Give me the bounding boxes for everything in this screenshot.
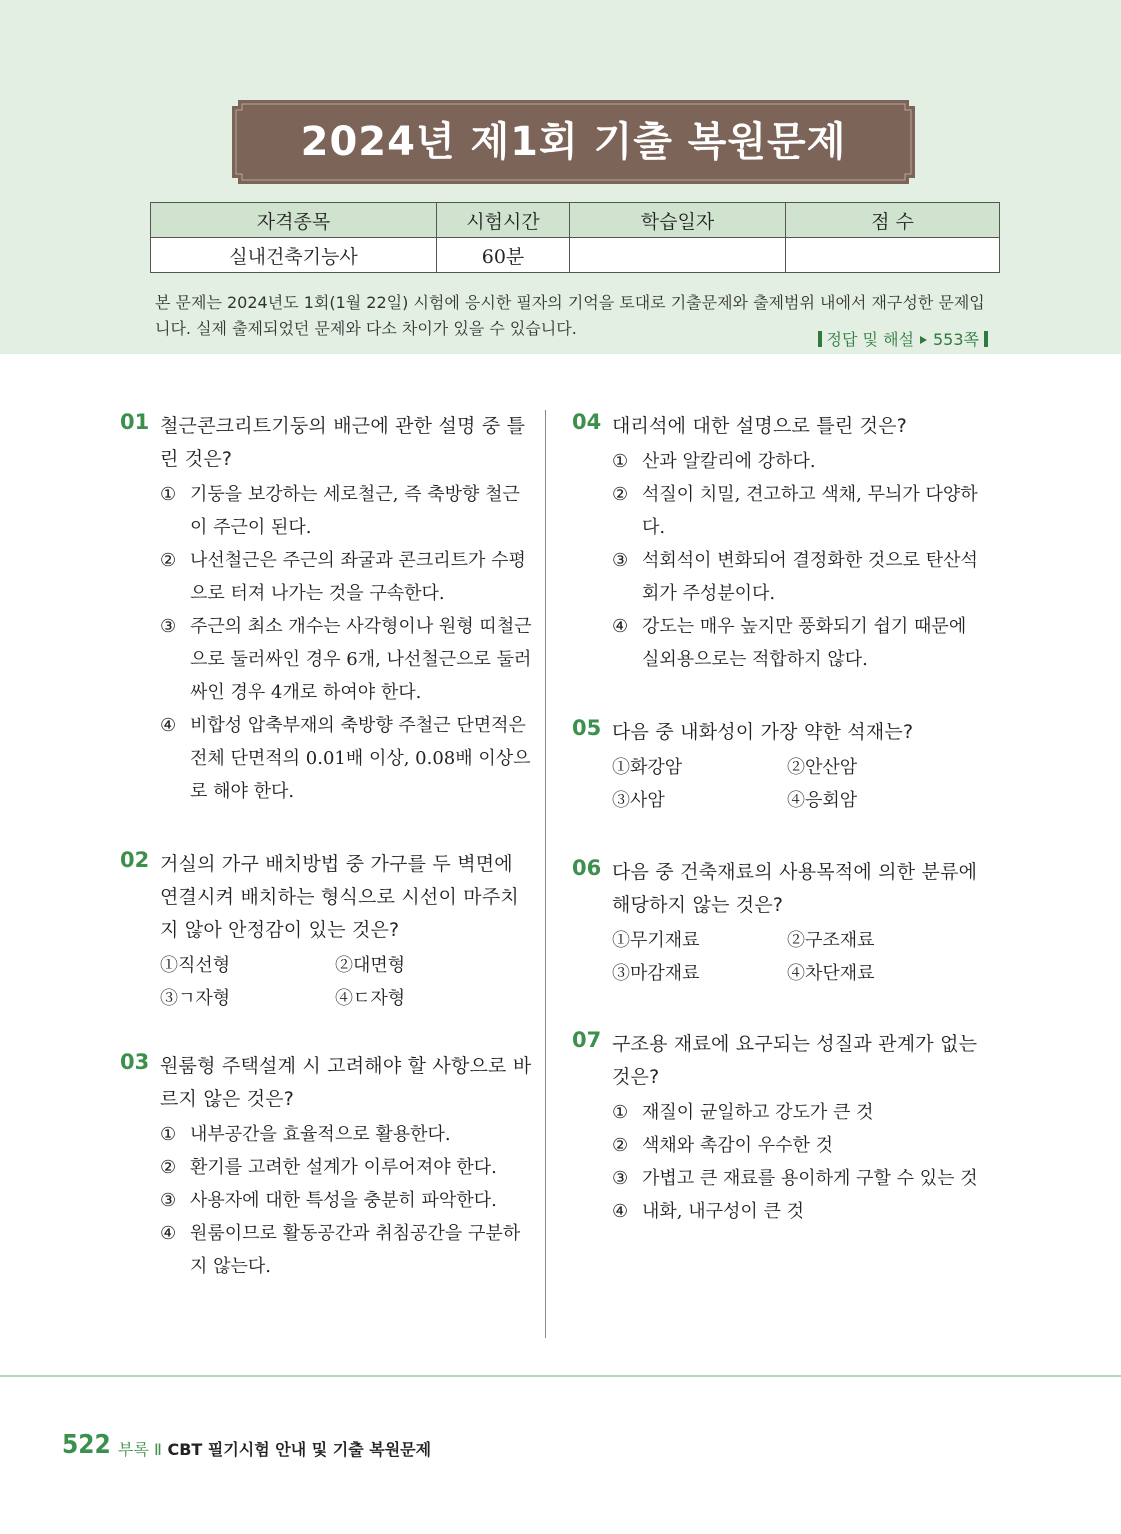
option bbox=[787, 957, 962, 990]
option-marker: ① bbox=[612, 1102, 629, 1123]
option bbox=[612, 1195, 984, 1228]
option-marker: ① bbox=[160, 1124, 177, 1145]
info-header: 시험시간 bbox=[437, 203, 570, 238]
title-banner bbox=[232, 100, 915, 184]
option-marker: ③ bbox=[160, 616, 177, 637]
option-text: 무기재료 bbox=[630, 930, 700, 951]
info-value[interactable] bbox=[570, 238, 786, 273]
option-text: 나선철근은 주근의 좌굴과 콘크리트가 수평으로 터져 나가는 것을 구속한다. bbox=[190, 550, 526, 604]
option bbox=[612, 1096, 984, 1129]
question-text: 구조용 재료에 요구되는 성질과 관계가 없는 것은? bbox=[612, 1033, 978, 1088]
option-text: 화강암 bbox=[630, 757, 683, 778]
info-value: 60분 bbox=[437, 238, 570, 273]
option-text: ㄷ자형 bbox=[353, 988, 406, 1009]
option-marker: ④ bbox=[612, 1201, 629, 1222]
answer-reference bbox=[813, 327, 993, 350]
option-text: 환기를 고려한 설계가 이루어져야 한다. bbox=[190, 1157, 497, 1178]
info-table-value-row bbox=[151, 238, 1000, 273]
question-text: 다음 중 건축재료의 사용목적에 의한 분류에 해당하지 않는 것은? bbox=[612, 861, 978, 916]
option-text: 마감재료 bbox=[630, 963, 700, 984]
option bbox=[160, 982, 335, 1015]
question-number: 04 bbox=[572, 410, 602, 434]
options-list bbox=[160, 1118, 532, 1283]
option-marker: ① bbox=[612, 451, 629, 472]
option-marker: ③ bbox=[160, 1190, 177, 1211]
option bbox=[612, 784, 787, 817]
info-header: 자격종목 bbox=[151, 203, 437, 238]
option-text: 사암 bbox=[630, 790, 665, 811]
option bbox=[160, 610, 532, 709]
options-grid bbox=[160, 949, 532, 1015]
question-01 bbox=[120, 410, 532, 808]
option-text: 대면형 bbox=[353, 955, 406, 976]
option-marker: ③ bbox=[612, 1168, 629, 1189]
option-marker: ④ bbox=[160, 715, 177, 736]
notice-text: 본 문제는 2024년도 1회(1월 22일) 시험에 응시한 필자의 기억을 토대로 기출문제와 출제범위 내에서 재구성한 문제입니다. 실제 출제되었던 문제와 다소 차이가 있을 수 있습니다. bbox=[155, 293, 985, 338]
option-marker: ② bbox=[335, 955, 353, 976]
option-text: 응회암 bbox=[805, 790, 858, 811]
options-list bbox=[160, 478, 532, 808]
question-text: 원룸형 주택설계 시 고려해야 할 사항으로 바르지 않은 것은? bbox=[160, 1055, 532, 1110]
footer-section: 부록 Ⅱ bbox=[118, 1440, 162, 1459]
option-text: 원룸이므로 활동공간과 취침공간을 구분하지 않는다. bbox=[190, 1223, 521, 1277]
option bbox=[160, 1151, 532, 1184]
option-marker: ③ bbox=[160, 988, 178, 1009]
info-header: 학습일자 bbox=[570, 203, 786, 238]
question-02 bbox=[120, 848, 532, 1015]
option-marker: ③ bbox=[612, 790, 630, 811]
option bbox=[612, 1162, 984, 1195]
question-number: 05 bbox=[572, 716, 602, 740]
option bbox=[335, 982, 510, 1015]
footer-running-title bbox=[118, 1437, 431, 1460]
question-number: 03 bbox=[120, 1050, 150, 1074]
option-text: 색채와 촉감이 우수한 것 bbox=[642, 1135, 834, 1156]
option-marker: ① bbox=[612, 757, 630, 778]
option bbox=[612, 610, 984, 676]
option-marker: ② bbox=[160, 550, 177, 571]
info-value[interactable] bbox=[786, 238, 1000, 273]
option-marker: ① bbox=[160, 955, 178, 976]
option bbox=[612, 478, 984, 544]
option bbox=[787, 784, 962, 817]
question-04 bbox=[572, 410, 984, 676]
option-text: 내부공간을 효율적으로 활용한다. bbox=[190, 1124, 451, 1145]
question-number: 07 bbox=[572, 1028, 602, 1052]
option-marker: ① bbox=[612, 930, 630, 951]
option bbox=[160, 1184, 532, 1217]
option-marker: ④ bbox=[787, 790, 805, 811]
question-text: 대리석에 대한 설명으로 틀린 것은? bbox=[612, 415, 907, 437]
option-text: 석회석이 변화되어 결정화한 것으로 탄산석회가 주성분이다. bbox=[642, 550, 978, 604]
option-marker: ③ bbox=[612, 963, 630, 984]
triangle-right-icon bbox=[920, 336, 927, 344]
option-marker: ② bbox=[612, 484, 629, 505]
options-grid bbox=[612, 751, 984, 817]
option-marker: ② bbox=[612, 1135, 629, 1156]
info-table-header-row bbox=[151, 203, 1000, 238]
option-text: 사용자에 대한 특성을 충분히 파악한다. bbox=[190, 1190, 497, 1211]
footer-divider bbox=[0, 1375, 1121, 1377]
option-marker: ④ bbox=[160, 1223, 177, 1244]
option-text: 석질이 치밀, 견고하고 색채, 무늬가 다양하다. bbox=[642, 484, 978, 538]
options-grid bbox=[612, 924, 984, 990]
option-text: 직선형 bbox=[178, 955, 231, 976]
info-value: 실내건축기능사 bbox=[151, 238, 437, 273]
question-number: 06 bbox=[572, 856, 602, 880]
option bbox=[160, 478, 532, 544]
bar-icon bbox=[818, 331, 822, 347]
option bbox=[160, 949, 335, 982]
footer-title: CBT 필기시험 안내 및 기출 복원문제 bbox=[167, 1440, 432, 1459]
option bbox=[787, 751, 962, 784]
page-title: 2024년 제1회 기출 복원문제 bbox=[300, 119, 847, 165]
option-text: 산과 알칼리에 강하다. bbox=[642, 451, 816, 472]
option-text: 재질이 균일하고 강도가 큰 것 bbox=[642, 1102, 874, 1123]
option bbox=[160, 544, 532, 610]
option-text: 강도는 매우 높지만 풍화되기 쉽기 때문에 실외용으로는 적합하지 않다. bbox=[642, 616, 967, 670]
option bbox=[612, 924, 787, 957]
option bbox=[787, 924, 962, 957]
question-05 bbox=[572, 716, 984, 817]
option-marker: ② bbox=[787, 757, 805, 778]
options-list bbox=[612, 1096, 984, 1228]
option-text: 구조재료 bbox=[805, 930, 875, 951]
option-marker: ① bbox=[160, 484, 177, 505]
option-text: 안산암 bbox=[805, 757, 858, 778]
option bbox=[612, 1129, 984, 1162]
option-text: 기둥을 보강하는 세로철근, 즉 축방향 철근이 주근이 된다. bbox=[190, 484, 520, 538]
column-divider bbox=[545, 410, 546, 1338]
bar-icon bbox=[984, 331, 988, 347]
question-text: 철근콘크리트기둥의 배근에 관한 설명 중 틀린 것은? bbox=[160, 415, 526, 470]
info-header: 점 수 bbox=[786, 203, 1000, 238]
options-list bbox=[612, 445, 984, 676]
option bbox=[160, 1118, 532, 1151]
option bbox=[160, 1217, 532, 1283]
answer-ref-label: 정답 및 해설 bbox=[826, 330, 914, 349]
option bbox=[612, 445, 984, 478]
option bbox=[612, 957, 787, 990]
question-number: 02 bbox=[120, 848, 150, 872]
option-text: 가볍고 큰 재료를 용이하게 구할 수 있는 것 bbox=[642, 1168, 978, 1189]
option bbox=[612, 544, 984, 610]
option-marker: ② bbox=[160, 1157, 177, 1178]
option-marker: ④ bbox=[612, 616, 629, 637]
option-text: 내화, 내구성이 큰 것 bbox=[642, 1201, 804, 1222]
question-text: 다음 중 내화성이 가장 약한 석재는? bbox=[612, 721, 914, 743]
question-number: 01 bbox=[120, 410, 150, 434]
option-text: ㄱ자형 bbox=[178, 988, 231, 1009]
option-marker: ③ bbox=[612, 550, 629, 571]
question-text: 거실의 가구 배치방법 중 가구를 두 벽면에 연결시켜 배치하는 형식으로 시선이 마주치지 않아 안정감이 있는 것은? bbox=[160, 853, 519, 941]
option-marker: ④ bbox=[335, 988, 353, 1009]
question-06 bbox=[572, 856, 984, 990]
option-text: 주근의 최소 개수는 사각형이나 원형 띠철근으로 둘러싸인 경우 6개, 나선철근으로 둘러싸인 경우 4개로 하여야 한다. bbox=[190, 616, 532, 703]
option bbox=[612, 751, 787, 784]
page-number: 522 bbox=[62, 1430, 111, 1460]
option-text: 차단재료 bbox=[805, 963, 875, 984]
option bbox=[160, 709, 532, 808]
question-03 bbox=[120, 1050, 532, 1283]
option-text: 비합성 압축부재의 축방향 주철근 단면적은 전체 단면적의 0.01배 이상, 0.08배 이상으로 해야 한다. bbox=[190, 715, 531, 802]
option-marker: ② bbox=[787, 930, 805, 951]
option-marker: ④ bbox=[787, 963, 805, 984]
question-07 bbox=[572, 1028, 984, 1228]
answer-ref-page: 553쪽 bbox=[933, 330, 979, 349]
info-table bbox=[150, 202, 1000, 273]
option bbox=[335, 949, 510, 982]
